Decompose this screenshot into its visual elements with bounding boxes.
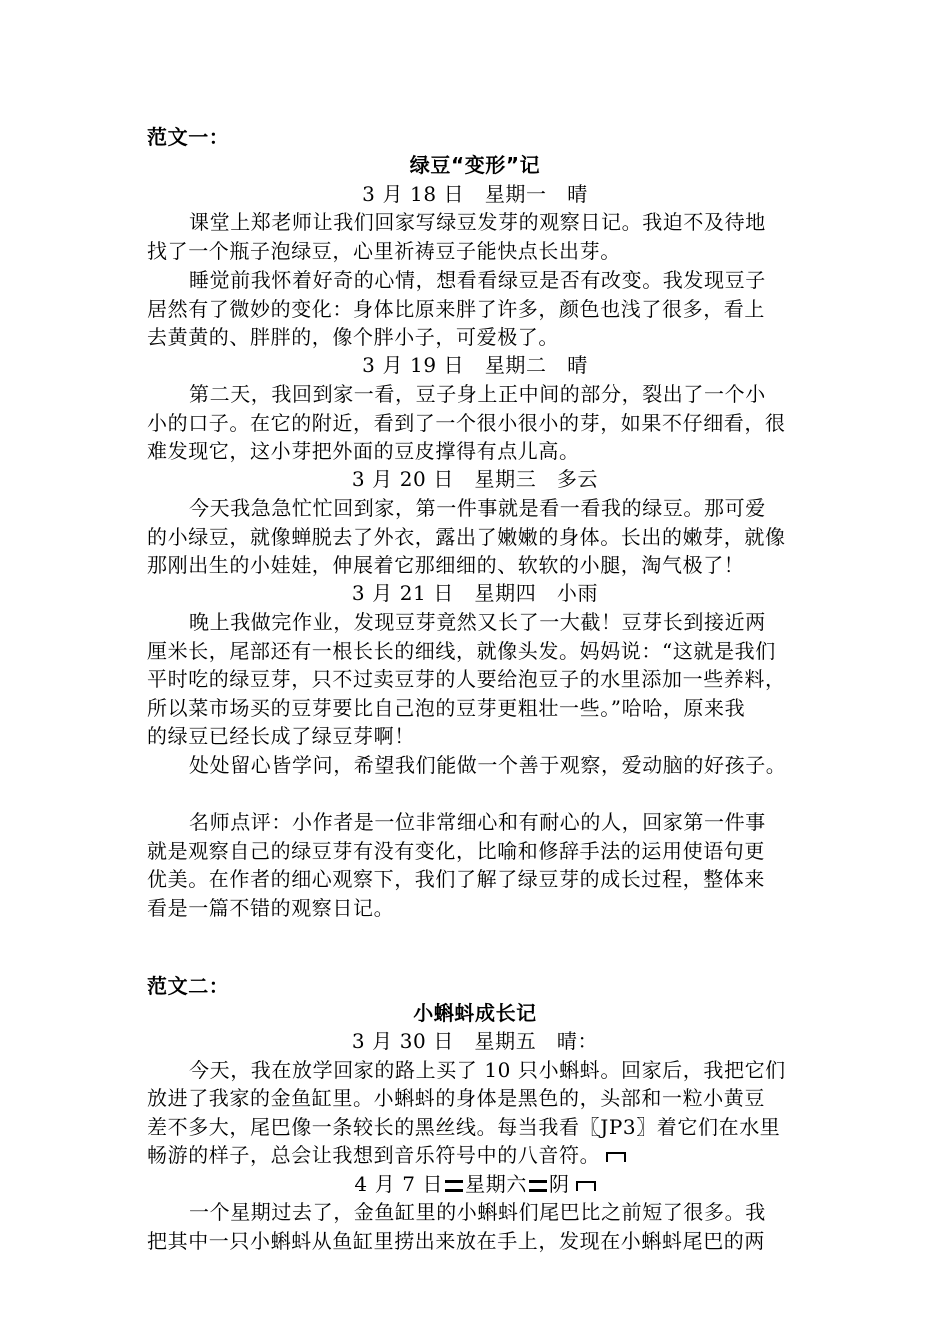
essay1-p1-line: 找了一个瓶子泡绿豆，心里祈祷豆子能快点长出芽。 (147, 239, 621, 263)
essay1-p5-line: 所以菜市场买的豆芽要比自己泡的豆芽更粗壮一些。”哈哈，原来我 (147, 696, 746, 720)
essay2-date-2-weekday: 星期六 (465, 1172, 527, 1196)
essay2-date-2-weather: 阴 (548, 1172, 570, 1196)
essay1-date-3: 3 月 20 日 星期三 多云 (351, 467, 599, 491)
essay2-p2-line: 把其中一只小蝌蚪从鱼缸里捞出来放在手上，发现在小蝌蚪尾巴的两 (147, 1229, 765, 1253)
essay1-p2-line: 居然有了微妙的变化：身体比原来胖了许多，颜色也浅了很多，看上 (147, 297, 765, 321)
essay1-date-4: 3 月 21 日 星期四 小雨 (351, 581, 599, 605)
essay1-p3-line: 小的口子。在它的附近，看到了一个很小很小的芽，如果不仔细看，很 (147, 411, 786, 435)
essay1-p3-line: 难发现它，这小芽把外面的豆皮撑得有点儿高。 (147, 439, 580, 463)
essay1-p3-line: 第二天，我回到家一看，豆子身上正中间的部分，裂出了一个小 (189, 382, 766, 406)
essay1-review-line: 看是一篇不错的观察日记。 (147, 896, 395, 920)
double-bar-icon (445, 1180, 463, 1192)
essay2-p1-line (147, 1140, 626, 1170)
bracket-mark-icon (606, 1152, 626, 1162)
essay1-review-line: 名师点评：小作者是一位非常细心和有耐心的人，回家第一件事 (189, 810, 766, 834)
essay1-p1-line: 课堂上郑老师让我们回家写绿豆发芽的观察日记。我迫不及待地 (189, 210, 766, 234)
essay1-review-line: 就是观察自己的绿豆芽有没有变化，比喻和修辞手法的运用使语句更 (147, 839, 765, 863)
essay1-p6-line: 处处留心皆学问，希望我们能做一个善于观察，爱动脑的好孩子。 (189, 753, 787, 777)
essay2-p2-line: 一个星期过去了，金鱼缸里的小蝌蚪们尾巴比之前短了很多。我 (189, 1200, 766, 1224)
essay2-date-2 (0, 1169, 950, 1199)
essay1-p4-line: 今天我急急忙忙回到家，第一件事就是看一看我的绿豆。那可爱 (189, 496, 766, 520)
essay1-review-line: 优美。在作者的细心观察下，我们了解了绿豆芽的成长过程，整体来 (147, 867, 765, 891)
essay1-date-2: 3 月 19 日 星期二 晴 (362, 353, 588, 377)
essay2-title: 小蝌蚪成长记 (413, 1001, 537, 1025)
essay2-p1-line: 今天，我在放学回家的路上买了 10 只小蝌蚪。回家后，我把它们 (189, 1058, 786, 1082)
essay2-p1-line-text: 畅游的样子，总会让我想到音乐符号中的八音符。 (147, 1143, 601, 1167)
essay1-p4-line: 那刚出生的小娃娃，伸展着它那细细的、软软的小腿，淘气极了！ (147, 553, 745, 577)
essay2-p1-line: 放进了我家的金鱼缸里。小蝌蚪的身体是黑色的，头部和一粒小黄豆 (147, 1086, 765, 1110)
essay1-date-1: 3 月 18 日 星期一 晴 (362, 182, 588, 206)
essay2-label: 范文二： (147, 974, 230, 998)
essay2-date-2-day: 4 月 7 日 (354, 1172, 444, 1196)
essay1-p5-line: 平时吃的绿豆芽，只不过卖豆芽的人要给泡豆子的水里添加一些养料， (147, 667, 786, 691)
essay2-p1-line: 差不多大，尾巴像一条较长的黑丝线。每当我看〖JP3〗着它们在水里 (147, 1115, 781, 1139)
essay1-label: 范文一： (147, 125, 230, 149)
essay1-p4-line: 的小绿豆，就像蝉脱去了外衣，露出了嫩嫩的身体。长出的嫩芽，就像 (147, 525, 786, 549)
essay1-p5-line: 厘米长，尾部还有一根长长的细线，就像头发。妈妈说：“这就是我们 (147, 639, 776, 663)
essay1-title: 绿豆“变形”记 (409, 153, 541, 177)
essay2-date-1: 3 月 30 日 星期五 晴： (351, 1029, 599, 1053)
essay1-p5-line: 晚上我做完作业，发现豆芽竟然又长了一大截！豆芽长到接近两 (189, 610, 766, 634)
essay1-p2-line: 去黄黄的、胖胖的，像个胖小子，可爱极了。 (147, 325, 559, 349)
double-bar-icon (529, 1180, 547, 1192)
bracket-mark-icon (576, 1181, 596, 1191)
essay1-p5-line: 的绿豆已经长成了绿豆芽啊！ (147, 724, 415, 748)
essay1-p2-line: 睡觉前我怀着好奇的心情，想看看绿豆是否有改变。我发现豆子 (189, 268, 766, 292)
